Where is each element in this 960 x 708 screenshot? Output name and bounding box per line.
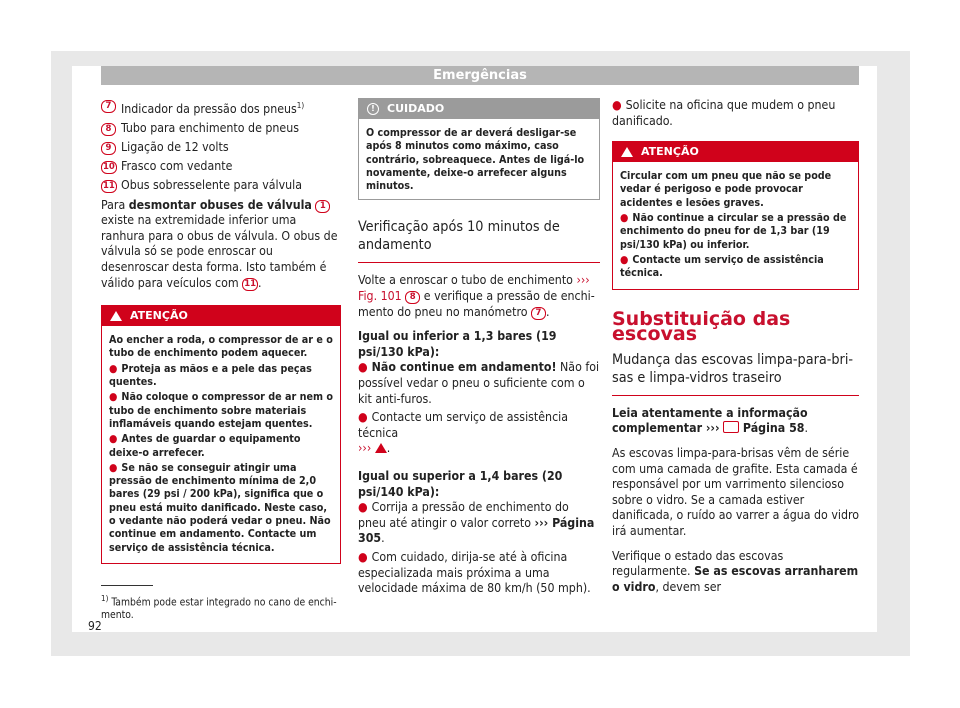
caution-body: O compressor de ar deverá desligar-se após 8 minutos como máximo, caso contrário, sobreaquece. Antes de ligá-lo novamente, deixe-o arrefecer alguns minutos. (366, 126, 585, 193)
callout-number: 8 (405, 291, 420, 304)
legend-item: 8 Tubo para enchimento de pneus (101, 121, 341, 137)
warning-bullet: ● Contacte um serviço de assistência técnica. (620, 252, 824, 280)
figure-link[interactable]: ››› Fig. 101 (358, 273, 590, 304)
bullet-icon: ● (620, 211, 629, 225)
bullet-icon: ● (620, 252, 629, 266)
warning-header: ATENÇÃO (102, 306, 340, 326)
callout-number: 11 (244, 278, 257, 289)
body-paragraph: As escovas limpa-para-brisas vêm de série com uma camada de grafite. Esta camada é responsável por um varrimento silencioso sobre o vidro. Se a camada estiver danificada, o ruído ao varrer a água do vidro irá aumentar. (612, 445, 860, 538)
info-paragraph: Leia atentamente a informação complementar ››› Página 58. (612, 405, 808, 436)
column-1 (101, 98, 341, 574)
callout-number: 7 (531, 307, 546, 320)
warning-body: Circular com um pneu que não se pode vedar é perigoso e pode provocar acidentes e lesões graves. ● Não continue a circular se a pressão de enchimento do pneu for de 1,3 bar (19 psi/130 kPa) ou inferior. ● Contacte um serviço de assistência técnica. (613, 162, 858, 288)
column-3 (612, 98, 859, 604)
info-icon: ! (367, 103, 379, 115)
callout-number: 9 (101, 142, 116, 155)
bullet-icon: ● (109, 432, 118, 446)
pressure-heading: Igual ou superior a 1,4 bares (20 psi/140 kPa): (358, 469, 563, 499)
footnote-ref: 1) (296, 101, 305, 110)
caution-header: ! CUIDADO (359, 99, 599, 119)
legend-item: 11 Obus sobresselente para válvula (103, 178, 303, 193)
warning-triangle-icon (110, 311, 122, 321)
bullet-icon: ● (109, 361, 118, 375)
warning-bullet: ● Não coloque o compressor de ar nem o tubo de enchimento sobre materiais inflamáveis quando estejam quentes. (109, 390, 333, 430)
callout-number: 11 (103, 181, 115, 192)
column-2 (358, 98, 600, 597)
callout-number: 8 (101, 123, 116, 136)
page-link[interactable]: Página 58 (739, 421, 805, 436)
footnote: $^{1)}$ Também pode estar integrado no cano de enchimento. (101, 594, 337, 621)
callout-number: 7 (101, 100, 116, 113)
warning-bullet: ● Proteja as mãos e a pele das peças quentes. (109, 361, 312, 389)
bullet-icon: ● (612, 98, 622, 112)
warning-header: ATENÇÃO (613, 142, 858, 162)
chapter-header: Emergências (101, 66, 859, 85)
warning-link[interactable]: ››› (358, 441, 387, 455)
warning-box (101, 305, 341, 564)
callout-number: 10 (103, 162, 115, 173)
book-icon (723, 421, 739, 433)
valve-paragraph: Para desmontar obuses de válvula 1 existe na extremidade inferior uma ranhura para o obus de válvula. O obus de válvula só se pode enroscar ou desenroscar desta forma. Isto também é válido para veículos com 11 . (101, 197, 338, 290)
footnote-divider (101, 585, 153, 586)
bullet-item: ● Corrija a pressão de enchimento do pneu até atingir o valor correto ››› Página 305. (358, 500, 595, 546)
caution-box (358, 98, 600, 200)
warning-triangle-icon (375, 443, 387, 453)
warning-bullet: ● Se não se conseguir atingir uma pressão de enchimento mínima de 2,0 bares (29 psi / 200 kPa), significa que o pneu está muito danificado. Neste caso, o vedante não poderá vedar o pneu. Não continue em andamento. Contacte um serviço de assistência técnica. (109, 460, 331, 554)
pressure-heading: Igual ou inferior a 1,3 bares (19 psi/130 kPa): (358, 329, 557, 359)
bullet-icon: ● (109, 390, 118, 404)
bullet-item: ● Contacte um serviço de assistência técnica ››› . (358, 410, 569, 456)
section-title: Mudança das escovas limpa-para-brisas e limpa-vidros traseiro (612, 351, 859, 396)
bullet-icon: ● (358, 360, 368, 375)
bullet-item: ● Não continue em andamento! Não foi possível vedar o pneu o suficiente com o kit anti-furos. (358, 360, 600, 406)
section-title: Verificação após 10 minutos de andamento (358, 218, 600, 263)
chapter-title: Substituição das escovas (612, 307, 791, 346)
bullet-icon: ● (358, 410, 368, 425)
bullet-item: ● Solicite na oficina que mudem o pneu danificado. (612, 98, 836, 128)
page-number: 92 (88, 619, 102, 633)
bullet-icon: ● (109, 460, 118, 474)
bullet-icon: ● (358, 549, 368, 564)
warning-triangle-icon (621, 147, 633, 157)
page-link[interactable]: ››› Página 305 (358, 515, 595, 546)
callout-number: 1 (315, 200, 330, 213)
bullet-item: ● Com cuidado, dirija-se até à oficina especializada mais próxima a uma velocidade máxima de 80 km/h (50 mph). (358, 549, 591, 596)
legend-item: 7 Indicador da pressão dos pneus$^{1)}$ (101, 98, 341, 118)
warning-body: Ao encher a roda, o compressor de ar e o tubo de enchimento podem aquecer. ● Proteja as mãos e a pele das peças quentes. ● Não coloque o compressor de ar nem o tubo de enchimento sobre materiais inflamáveis quando estejam quentes. ● Antes de guardar o equipamento deixe-o arrefecer. ● Se não se conseguir atingir uma pressão de enchimento mínima de 2,0 bares (29 psi / 200 kPa), significa que o pneu está muito danificado. Neste caso, o vedante não poderá vedar o pneu. Não continue em andamento. Contacte um serviço de assistência técnica. (109, 333, 333, 554)
legend-item: 9 Ligação de 12 volts (101, 140, 341, 156)
warning-bullet: ● Antes de guardar o equipamento deixe-o arrefecer. (109, 432, 301, 459)
warning-bullet: ● Não continue a circular se a pressão de enchimento do pneu for de 1,3 bar (19 psi/130 kPa) ou inferior. (620, 211, 847, 251)
body-paragraph: Verifique o estado das escovas regularmente. Se as escovas arranharem o vidro, devem ser (612, 548, 859, 594)
check-paragraph: Volte a enroscar o tubo de enchimento ››› Fig. 101 8 e verifique a pressão de enchimento do pneu no manómetro 7 . (358, 273, 595, 319)
warning-box (612, 141, 859, 289)
bullet-icon: ● (358, 500, 368, 515)
legend-item: 10 Frasco com vedante (103, 159, 233, 174)
